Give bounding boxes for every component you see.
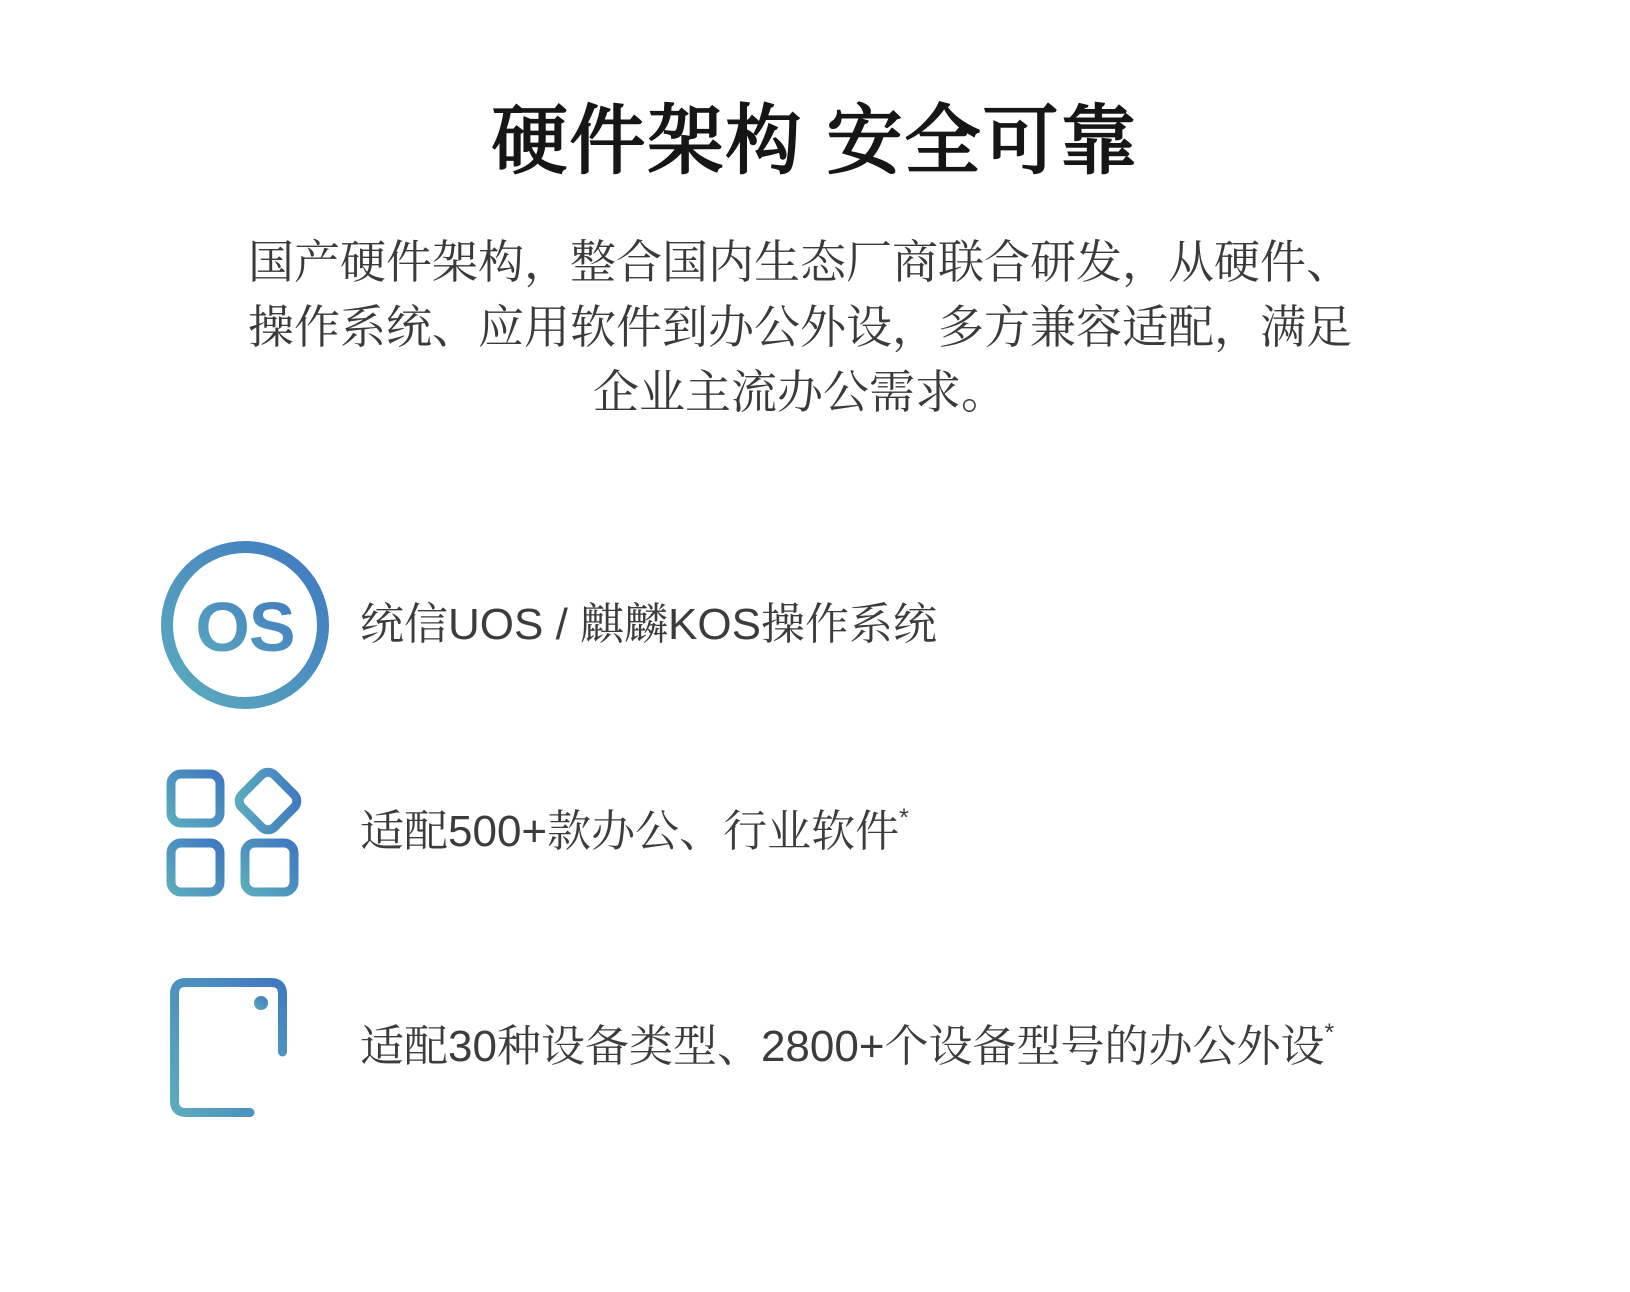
feature-label-os [360, 599, 937, 652]
feature-row-software [160, 762, 1590, 902]
feature-label-software [360, 803, 909, 859]
os-icon-text: OS [195, 588, 295, 666]
feature-row-peripherals [160, 975, 1590, 1120]
feature-label-peripherals [360, 1021, 1334, 1074]
feature-text: 统信UOS / 麒麟KOS操作系统 [360, 599, 937, 649]
footnote-asterisk: * [1324, 1019, 1335, 1048]
app-grid-icon [160, 765, 360, 900]
section-intro [0, 230, 1630, 425]
server-plus-icon [160, 978, 360, 1118]
section-title: 硬件架构 安全可靠 [491, 99, 1139, 184]
intro-line-2: 操作系统、应用软件到办公外设，多方兼容适配，满足 [248, 301, 1352, 353]
footnote-asterisk: * [899, 803, 909, 832]
feature-text: 适配30种设备类型、2800+个设备型号的办公外设 [360, 1022, 1325, 1072]
feature-row-os [160, 540, 1590, 710]
intro-line-3: 企业主流办公需求。 [593, 366, 1007, 418]
os-circle-icon [160, 540, 360, 710]
intro-line-1: 国产硬件架构，整合国内生态厂商联合研发，从硬件、 [248, 236, 1352, 288]
feature-text: 适配500+款办公、行业软件 [360, 806, 900, 856]
